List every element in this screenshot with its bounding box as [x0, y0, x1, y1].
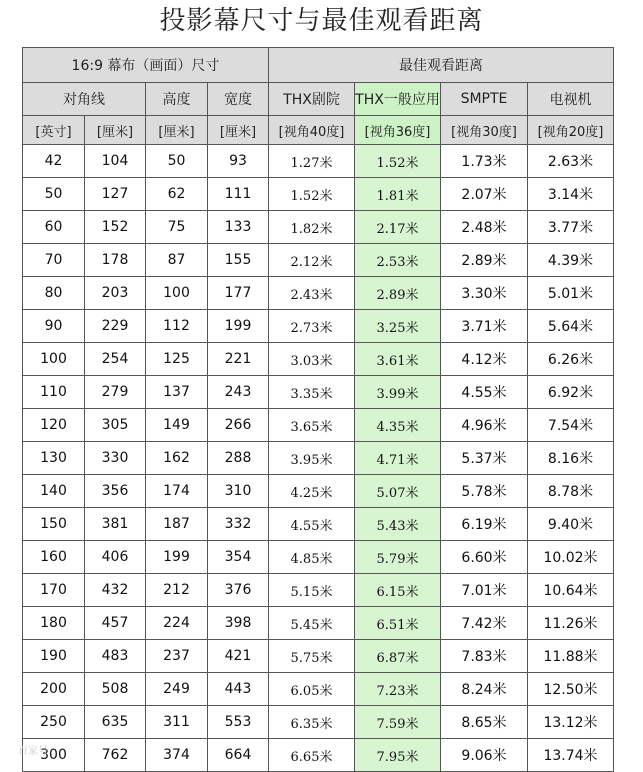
cell-width-cm: 421 — [208, 640, 269, 673]
cell-height-cm: 374 — [146, 739, 208, 772]
cell-diagonal-cm: 381 — [85, 508, 146, 541]
cell-thx-theater: 3.95米 — [269, 442, 355, 475]
cell-width-cm: 111 — [208, 178, 269, 211]
cell-diagonal-cm: 356 — [85, 475, 146, 508]
table-row — [23, 277, 614, 310]
cell-diagonal-cm: 432 — [85, 574, 146, 607]
cell-width-cm: 288 — [208, 442, 269, 475]
cell-tv: 2.63米 — [528, 145, 614, 178]
cell-height-cm: 137 — [146, 376, 208, 409]
cell-height-cm: 100 — [146, 277, 208, 310]
cell-height-cm: 199 — [146, 541, 208, 574]
cell-diagonal-inch: 100 — [23, 343, 85, 376]
cell-diagonal-cm: 635 — [85, 706, 146, 739]
cell-diagonal-cm: 229 — [85, 310, 146, 343]
cell-diagonal-cm: 483 — [85, 640, 146, 673]
cell-thx-general: 2.89米 — [355, 277, 441, 310]
cell-tv: 5.64米 — [528, 310, 614, 343]
cell-height-cm: 249 — [146, 673, 208, 706]
cell-thx-general: 2.17米 — [355, 211, 441, 244]
unit-angle-20: [视角20度] — [528, 116, 614, 145]
unit-cm-height: [厘米] — [146, 116, 208, 145]
unit-angle-36: [视角36度] — [355, 116, 441, 145]
cell-thx-theater: 6.35米 — [269, 706, 355, 739]
cell-height-cm: 311 — [146, 706, 208, 739]
cell-smpte: 8.65米 — [441, 706, 528, 739]
cell-diagonal-cm: 305 — [85, 409, 146, 442]
cell-thx-theater: 2.73米 — [269, 310, 355, 343]
table-row — [23, 409, 614, 442]
group-header-row — [23, 48, 614, 83]
cell-diagonal-inch: 190 — [23, 640, 85, 673]
cell-thx-theater: 2.12米 — [269, 244, 355, 277]
cell-height-cm: 87 — [146, 244, 208, 277]
cell-smpte: 9.06米 — [441, 739, 528, 772]
column-header-height: 高度 — [146, 83, 208, 116]
column-header-width: 宽度 — [208, 83, 269, 116]
cell-diagonal-cm: 203 — [85, 277, 146, 310]
cell-smpte: 5.37米 — [441, 442, 528, 475]
cell-smpte: 6.60米 — [441, 541, 528, 574]
unit-cm-diagonal: [厘米] — [85, 116, 146, 145]
cell-width-cm: 155 — [208, 244, 269, 277]
cell-smpte: 6.19米 — [441, 508, 528, 541]
cell-height-cm: 187 — [146, 508, 208, 541]
cell-width-cm: 664 — [208, 739, 269, 772]
cell-height-cm: 125 — [146, 343, 208, 376]
cell-width-cm: 354 — [208, 541, 269, 574]
cell-tv: 10.02米 — [528, 541, 614, 574]
group-header-screen-size: 16:9 幕布（画面）尺寸 — [23, 48, 269, 83]
cell-thx-theater: 2.43米 — [269, 277, 355, 310]
cell-diagonal-inch: 120 — [23, 409, 85, 442]
cell-diagonal-cm: 178 — [85, 244, 146, 277]
cell-thx-theater: 5.15米 — [269, 574, 355, 607]
cell-tv: 6.26米 — [528, 343, 614, 376]
cell-thx-theater: 3.03米 — [269, 343, 355, 376]
cell-tv: 13.12米 — [528, 706, 614, 739]
cell-diagonal-cm: 254 — [85, 343, 146, 376]
cell-smpte: 7.83米 — [441, 640, 528, 673]
cell-diagonal-cm: 279 — [85, 376, 146, 409]
cell-width-cm: 221 — [208, 343, 269, 376]
cell-tv: 10.64米 — [528, 574, 614, 607]
cell-diagonal-inch: 90 — [23, 310, 85, 343]
cell-thx-theater: 5.45米 — [269, 607, 355, 640]
cell-tv: 3.14米 — [528, 178, 614, 211]
cell-thx-theater: 1.82米 — [269, 211, 355, 244]
cell-thx-theater: 3.65米 — [269, 409, 355, 442]
unit-angle-40: [视角40度] — [269, 116, 355, 145]
cell-diagonal-cm: 406 — [85, 541, 146, 574]
table-row — [23, 310, 614, 343]
table-row — [23, 508, 614, 541]
table-row — [23, 211, 614, 244]
cell-width-cm: 310 — [208, 475, 269, 508]
cell-smpte: 8.24米 — [441, 673, 528, 706]
cell-tv: 8.78米 — [528, 475, 614, 508]
cell-diagonal-cm: 457 — [85, 607, 146, 640]
cell-width-cm: 133 — [208, 211, 269, 244]
cell-smpte: 2.07米 — [441, 178, 528, 211]
cell-thx-general: 4.71米 — [355, 442, 441, 475]
cell-diagonal-inch: 140 — [23, 475, 85, 508]
cell-height-cm: 224 — [146, 607, 208, 640]
cell-diagonal-inch: 70 — [23, 244, 85, 277]
cell-thx-theater: 1.52米 — [269, 178, 355, 211]
cell-smpte: 7.01米 — [441, 574, 528, 607]
cell-width-cm: 443 — [208, 673, 269, 706]
cell-diagonal-inch: 300 — [23, 739, 85, 772]
cell-tv: 11.88米 — [528, 640, 614, 673]
cell-diagonal-inch: 250 — [23, 706, 85, 739]
cell-diagonal-inch: 180 — [23, 607, 85, 640]
cell-height-cm: 112 — [146, 310, 208, 343]
cell-width-cm: 93 — [208, 145, 269, 178]
cell-thx-general: 1.52米 — [355, 145, 441, 178]
table-row — [23, 442, 614, 475]
cell-thx-general: 6.87米 — [355, 640, 441, 673]
table-row — [23, 244, 614, 277]
cell-diagonal-inch: 160 — [23, 541, 85, 574]
cell-tv: 7.54米 — [528, 409, 614, 442]
cell-width-cm: 243 — [208, 376, 269, 409]
cell-width-cm: 376 — [208, 574, 269, 607]
column-header-smpte: SMPTE — [441, 83, 528, 116]
cell-diagonal-cm: 152 — [85, 211, 146, 244]
cell-diagonal-cm: 104 — [85, 145, 146, 178]
cell-smpte: 2.48米 — [441, 211, 528, 244]
cell-diagonal-inch: 42 — [23, 145, 85, 178]
cell-smpte: 7.42米 — [441, 607, 528, 640]
table-row — [23, 541, 614, 574]
viewing-distance-table — [22, 47, 614, 772]
cell-diagonal-inch: 130 — [23, 442, 85, 475]
cell-width-cm: 177 — [208, 277, 269, 310]
cell-height-cm: 75 — [146, 211, 208, 244]
cell-thx-theater: 3.35米 — [269, 376, 355, 409]
cell-smpte: 3.30米 — [441, 277, 528, 310]
watermark: 百家号 — [18, 746, 48, 757]
cell-tv: 8.16米 — [528, 442, 614, 475]
cell-thx-general: 6.15米 — [355, 574, 441, 607]
cell-thx-general: 7.23米 — [355, 673, 441, 706]
cell-tv: 3.77米 — [528, 211, 614, 244]
cell-diagonal-cm: 762 — [85, 739, 146, 772]
table-row — [23, 178, 614, 211]
column-header-tv: 电视机 — [528, 83, 614, 116]
cell-thx-theater: 4.85米 — [269, 541, 355, 574]
unit-angle-30: [视角30度] — [441, 116, 528, 145]
group-header-viewing-distance: 最佳观看距离 — [269, 48, 614, 83]
cell-tv: 12.50米 — [528, 673, 614, 706]
cell-thx-general: 5.07米 — [355, 475, 441, 508]
cell-width-cm: 266 — [208, 409, 269, 442]
unit-inch: [英寸] — [23, 116, 85, 145]
unit-cm-width: [厘米] — [208, 116, 269, 145]
cell-smpte: 4.12米 — [441, 343, 528, 376]
cell-diagonal-inch: 60 — [23, 211, 85, 244]
cell-height-cm: 62 — [146, 178, 208, 211]
table-row — [23, 574, 614, 607]
unit-header-row — [23, 116, 614, 145]
cell-smpte: 4.96米 — [441, 409, 528, 442]
cell-smpte: 5.78米 — [441, 475, 528, 508]
cell-thx-theater: 6.65米 — [269, 739, 355, 772]
cell-diagonal-inch: 150 — [23, 508, 85, 541]
cell-thx-theater: 1.27米 — [269, 145, 355, 178]
table-row — [23, 706, 614, 739]
cell-diagonal-inch: 200 — [23, 673, 85, 706]
table-row — [23, 673, 614, 706]
table-row — [23, 607, 614, 640]
cell-tv: 5.01米 — [528, 277, 614, 310]
page-title: 投影幕尺寸与最佳观看距离 — [159, 6, 484, 36]
cell-height-cm: 212 — [146, 574, 208, 607]
cell-height-cm: 50 — [146, 145, 208, 178]
cell-thx-general: 5.79米 — [355, 541, 441, 574]
column-header-diagonal: 对角线 — [23, 83, 146, 116]
table-row — [23, 145, 614, 178]
cell-thx-theater: 4.55米 — [269, 508, 355, 541]
cell-height-cm: 174 — [146, 475, 208, 508]
cell-thx-general: 3.99米 — [355, 376, 441, 409]
cell-smpte: 2.89米 — [441, 244, 528, 277]
cell-height-cm: 162 — [146, 442, 208, 475]
cell-diagonal-inch: 80 — [23, 277, 85, 310]
cell-width-cm: 199 — [208, 310, 269, 343]
cell-thx-theater: 6.05米 — [269, 673, 355, 706]
cell-smpte: 1.73米 — [441, 145, 528, 178]
cell-smpte: 3.71米 — [441, 310, 528, 343]
table-row — [23, 343, 614, 376]
cell-diagonal-inch: 50 — [23, 178, 85, 211]
table-row — [23, 376, 614, 409]
cell-thx-general: 3.25米 — [355, 310, 441, 343]
cell-tv: 9.40米 — [528, 508, 614, 541]
cell-height-cm: 149 — [146, 409, 208, 442]
cell-thx-general: 5.43米 — [355, 508, 441, 541]
column-header-thx-theater: THX剧院 — [269, 83, 355, 116]
cell-thx-general: 7.59米 — [355, 706, 441, 739]
table-row — [23, 739, 614, 772]
table-row — [23, 640, 614, 673]
cell-thx-theater: 5.75米 — [269, 640, 355, 673]
cell-tv: 11.26米 — [528, 607, 614, 640]
cell-width-cm: 332 — [208, 508, 269, 541]
cell-tv: 13.74米 — [528, 739, 614, 772]
cell-tv: 4.39米 — [528, 244, 614, 277]
cell-diagonal-cm: 508 — [85, 673, 146, 706]
cell-thx-general: 7.95米 — [355, 739, 441, 772]
cell-diagonal-cm: 330 — [85, 442, 146, 475]
cell-smpte: 4.55米 — [441, 376, 528, 409]
column-header-thx-general: THX一般应用 — [355, 83, 441, 116]
cell-thx-theater: 4.25米 — [269, 475, 355, 508]
cell-diagonal-inch: 170 — [23, 574, 85, 607]
cell-tv: 6.92米 — [528, 376, 614, 409]
cell-height-cm: 237 — [146, 640, 208, 673]
cell-thx-general: 3.61米 — [355, 343, 441, 376]
cell-width-cm: 398 — [208, 607, 269, 640]
table-row — [23, 475, 614, 508]
cell-diagonal-cm: 127 — [85, 178, 146, 211]
cell-diagonal-inch: 110 — [23, 376, 85, 409]
table-body — [23, 145, 614, 772]
cell-width-cm: 553 — [208, 706, 269, 739]
cell-thx-general: 6.51米 — [355, 607, 441, 640]
cell-thx-general: 4.35米 — [355, 409, 441, 442]
column-header-row — [23, 83, 614, 116]
cell-thx-general: 2.53米 — [355, 244, 441, 277]
cell-thx-general: 1.81米 — [355, 178, 441, 211]
